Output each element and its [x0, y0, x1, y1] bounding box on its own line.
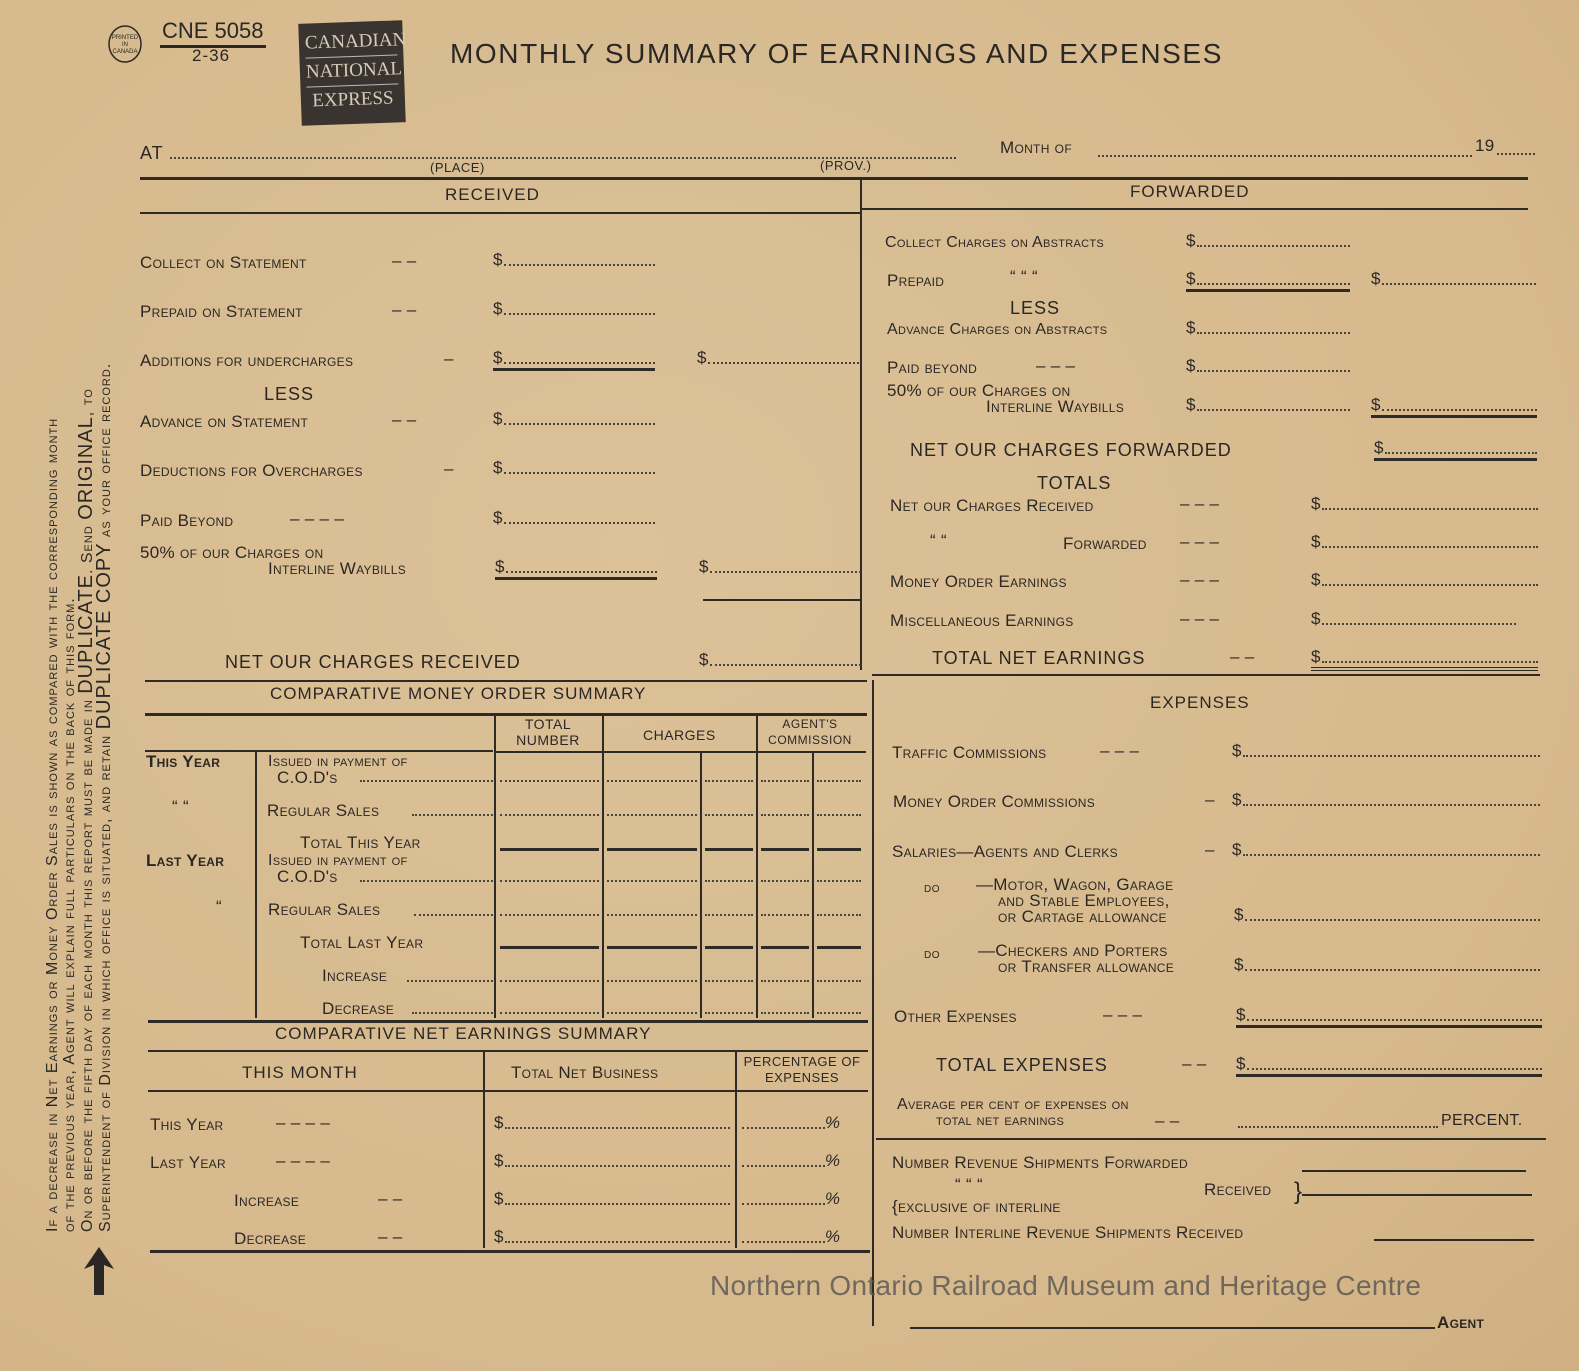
interline-waybills-field[interactable]: $ — [495, 557, 657, 580]
total-net-earnings-sub-label: total net earnings — [936, 1112, 1065, 1129]
net-charges-received-field[interactable]: $ — [699, 650, 861, 670]
traffic-commissions-field[interactable]: $ — [1232, 741, 1540, 761]
money-order-cell[interactable] — [705, 1012, 753, 1014]
leader: – – – — [1180, 609, 1220, 628]
leader: – – — [1230, 647, 1255, 666]
row-cods: C.O.D's — [277, 867, 338, 886]
money-order-cell[interactable] — [500, 980, 599, 982]
form-number: CNE 5058 — [160, 18, 266, 48]
instruction-line-1: If a decrease in Net Earnings or Money Order Sales is shown as compared with the corresponding month — [44, 417, 61, 1232]
less-label: LESS — [264, 384, 315, 404]
advance-charges-abstracts-field[interactable]: $ — [1186, 318, 1350, 338]
forwarded-subtotal-1-field[interactable]: $ — [1371, 269, 1536, 289]
percentage-field[interactable]: % — [740, 1151, 840, 1171]
leader: – — [444, 349, 454, 368]
money-order-cell[interactable] — [500, 880, 599, 882]
leader: – – — [378, 1189, 403, 1208]
instruction-line-4: Superintendent of Division in which office is situated, and retain DUPLICATE COPY as your office record. — [93, 362, 115, 1232]
paid-beyond-fwd-label: Paid beyond — [887, 358, 978, 377]
money-order-summary-heading: COMPARATIVE MONEY ORDER SUMMARY — [270, 684, 647, 703]
leader: – — [444, 459, 454, 478]
additions-undercharges-field[interactable]: $ — [493, 348, 655, 371]
paid-beyond-field[interactable]: $ — [493, 508, 655, 528]
shipments-forwarded-label: Number Revenue Shipments Forwarded — [892, 1153, 1189, 1172]
month-field[interactable] — [1098, 155, 1472, 157]
arrow-up-icon — [82, 1245, 116, 1297]
money-order-cell[interactable] — [705, 814, 753, 816]
total-expenses-label: TOTAL EXPENSES — [936, 1055, 1108, 1075]
money-order-cell[interactable] — [817, 848, 861, 851]
net-business-field[interactable]: $ — [494, 1227, 730, 1247]
interline-shipments-label: Number Interline Revenue Shipments Received — [892, 1223, 1244, 1242]
divider — [148, 1050, 868, 1052]
total-net-earnings-field[interactable]: $ — [1311, 647, 1538, 671]
money-order-cell[interactable] — [607, 946, 697, 949]
leader: – – — [392, 251, 417, 270]
money-order-cell[interactable] — [500, 946, 599, 949]
leader: – – – — [1180, 570, 1220, 589]
divider — [145, 680, 867, 682]
do-label: do — [924, 945, 940, 961]
divider — [812, 752, 814, 1018]
leader: – – – — [1100, 741, 1140, 760]
leader: – – — [392, 410, 417, 429]
divider — [140, 177, 1528, 180]
average-percent-label: Average per cent of expenses on — [897, 1096, 1129, 1113]
row-regular-sales: Regular Sales — [267, 801, 380, 820]
stable-employees-label: and Stable Employees, — [998, 891, 1170, 910]
paid-beyond-fwd-field[interactable]: $ — [1186, 356, 1350, 376]
row-issued-cod: Issued in payment of — [268, 852, 408, 869]
row-leader — [360, 780, 493, 782]
money-order-commissions-label: Money Order Commissions — [893, 792, 1096, 811]
motor-wagon-label: —Motor, Wagon, Garage — [976, 875, 1174, 894]
money-order-cell[interactable] — [705, 780, 753, 782]
page-title: MONTHLY SUMMARY OF EARNINGS AND EXPENSES — [450, 38, 1223, 69]
year-field[interactable] — [1497, 153, 1535, 155]
form-date: 2-36 — [192, 46, 231, 65]
money-order-cell[interactable] — [761, 946, 809, 949]
collect-on-statement-field[interactable]: $ — [493, 250, 655, 270]
divider — [872, 674, 1540, 676]
leader: – – – – — [290, 509, 345, 528]
interline-waybills-fwd-field[interactable]: $ — [1186, 395, 1350, 415]
svg-text:CANADA: CANADA — [112, 49, 138, 55]
row-issued-cod: Issued in payment of — [268, 753, 408, 770]
col-charges: CHARGES — [643, 727, 716, 743]
leader: – – — [392, 300, 417, 319]
leader: – – – – — [276, 1151, 331, 1170]
row-regular-sales: Regular Sales — [268, 900, 381, 919]
deductions-overcharges-label: Deductions for Overcharges — [140, 461, 363, 480]
money-order-cell[interactable] — [761, 780, 809, 782]
prepaid-abstracts-label: Prepaid — [887, 271, 945, 290]
money-order-cell[interactable] — [761, 848, 809, 851]
collect-charges-abstracts-field[interactable]: $ — [1186, 231, 1350, 251]
net-business-field[interactable]: $ — [494, 1151, 730, 1171]
divider — [756, 713, 758, 1018]
net-earnings-row-label: Decrease — [234, 1229, 307, 1248]
last-year-label: Last Year — [146, 851, 225, 870]
advance-charges-abstracts-label: Advance Charges on Abstracts — [887, 321, 1108, 338]
net-earnings-row-label: This Year — [150, 1115, 224, 1134]
net-business-field[interactable]: $ — [494, 1189, 730, 1209]
total-forwarded-field[interactable]: $ — [1311, 532, 1538, 552]
money-order-earnings-field[interactable]: $ — [1311, 570, 1538, 590]
leader: – – – — [1180, 532, 1220, 551]
leader: – – – – — [276, 1113, 331, 1132]
svg-text:PRINTED: PRINTED — [111, 35, 139, 41]
collect-charges-abstracts-label: Collect Charges on Abstracts — [885, 234, 1105, 251]
total-net-received-label: Net our Charges Received — [890, 496, 1094, 515]
divider — [483, 1050, 485, 1248]
interline-charges-fwd-label: 50% of our Charges on — [887, 381, 1071, 400]
money-order-cell[interactable] — [761, 914, 809, 916]
salaries-label: Salaries—Agents and Clerks — [892, 842, 1118, 861]
total-net-earnings-label: TOTAL NET EARNINGS — [932, 648, 1146, 668]
net-charges-forwarded-label: NET OUR CHARGES FORWARDED — [910, 440, 1232, 460]
row-increase: Increase — [322, 966, 388, 985]
less-label: LESS — [1010, 298, 1061, 318]
divider — [872, 680, 874, 1326]
money-order-cell[interactable] — [817, 780, 861, 782]
divider — [148, 1020, 868, 1023]
money-order-cell[interactable] — [705, 880, 753, 882]
net-earnings-row-label: Last Year — [150, 1153, 226, 1172]
row-cods: C.O.D's — [277, 768, 338, 787]
shipments-forwarded-field[interactable] — [1302, 1170, 1526, 1172]
other-expenses-label: Other Expenses — [894, 1007, 1017, 1026]
row-leader — [412, 814, 493, 816]
forwarded-heading: FORWARDED — [1130, 182, 1250, 201]
at-label: AT — [140, 143, 164, 163]
col-this-month: THIS MONTH — [242, 1063, 358, 1082]
instruction-line-3: On or before the fifth day of each month this report must be made in DUPLICATE. Send ORIGINAL, to — [75, 388, 97, 1232]
brace: } — [1294, 1178, 1303, 1205]
divider — [145, 713, 867, 716]
shipments-received-label: Received — [1204, 1180, 1272, 1199]
instructions-vertical — [44, 12, 114, 1232]
divider — [148, 1090, 868, 1092]
other-expenses-field[interactable]: $ — [1236, 1005, 1542, 1028]
year-prefix: 19 — [1475, 136, 1495, 155]
divider — [876, 1138, 1546, 1140]
divider — [150, 1250, 870, 1253]
do-label: do — [924, 879, 940, 895]
interline-waybills-fwd-label: Interline Waybills — [986, 397, 1125, 416]
canadian-national-express-logo: CANADIAN NATIONAL EXPRESS — [298, 20, 405, 126]
prepaid-on-statement-label: Prepaid on Statement — [140, 302, 303, 321]
money-order-cell[interactable] — [817, 1012, 861, 1014]
row-total-this-year: Total This Year — [300, 833, 421, 852]
advance-on-statement-field[interactable]: $ — [493, 409, 655, 429]
money-order-cell[interactable] — [705, 848, 753, 851]
svg-text:IN: IN — [122, 42, 128, 48]
money-order-cell[interactable] — [607, 814, 697, 816]
ditto-marks: “ “ “ — [1010, 267, 1038, 286]
collect-on-statement-label: Collect on Statement — [140, 253, 307, 272]
divider — [494, 713, 496, 1018]
received-heading: RECEIVED — [445, 185, 540, 204]
money-order-cell[interactable] — [607, 914, 697, 916]
col-total-net-business: Total Net Business — [511, 1063, 659, 1082]
cartage-allowance-label: or Cartage allowance — [998, 907, 1167, 926]
money-order-cell[interactable] — [705, 980, 753, 982]
advance-on-statement-label: Advance on Statement — [140, 412, 309, 431]
interline-charges-label: 50% of our Charges on — [140, 543, 324, 562]
divider — [140, 212, 860, 214]
col-percentage-expenses: PERCENTAGE OF EXPENSES — [743, 1054, 861, 1085]
money-order-commissions-field[interactable]: $ — [1232, 790, 1540, 810]
month-of-label: Month of — [1000, 138, 1072, 157]
percentage-field[interactable]: % — [740, 1113, 840, 1133]
checkers-porters-label: —Checkers and Porters — [978, 941, 1168, 960]
expenses-heading: EXPENSES — [1150, 693, 1250, 712]
divider — [860, 180, 862, 670]
interline-waybills-label: Interline Waybills — [268, 559, 407, 578]
agent-label: Agent — [1437, 1313, 1485, 1332]
misc-earnings-label: Miscellaneous Earnings — [890, 611, 1074, 630]
money-order-cell[interactable] — [761, 1012, 809, 1014]
net-earnings-row-label: Increase — [234, 1191, 300, 1210]
divider — [602, 713, 604, 1018]
money-order-cell[interactable] — [761, 880, 809, 882]
net-business-field[interactable]: $ — [494, 1113, 730, 1133]
prepaid-on-statement-field[interactable]: $ — [493, 299, 655, 319]
row-decrease: Decrease — [322, 999, 395, 1018]
money-order-cell[interactable] — [607, 980, 697, 982]
col-agents-commission: AGENT'S COMMISSION — [768, 717, 852, 747]
divider — [700, 752, 702, 1018]
divider — [862, 208, 1528, 210]
money-order-cell[interactable] — [607, 880, 697, 882]
money-order-cell[interactable] — [500, 780, 599, 782]
divider — [703, 599, 861, 601]
percent-label: PERCENT. — [1441, 1112, 1523, 1129]
divider — [255, 752, 257, 1018]
money-order-cell[interactable] — [817, 946, 861, 949]
leader: – – — [1182, 1054, 1207, 1073]
leader: – – – — [1036, 356, 1076, 375]
deductions-overcharges-field[interactable]: $ — [493, 458, 655, 478]
watermark: Northern Ontario Railroad Museum and Heritage Centre — [710, 1270, 1422, 1301]
misc-earnings-field[interactable]: $ — [1311, 609, 1516, 629]
prov-caption: (PROV.) — [820, 158, 872, 173]
money-order-cell[interactable] — [817, 980, 861, 982]
money-order-cell[interactable] — [607, 848, 697, 851]
leader: – – – — [1103, 1005, 1143, 1024]
money-order-cell[interactable] — [705, 914, 753, 916]
money-order-earnings-label: Money Order Earnings — [890, 572, 1067, 591]
leader: – — [1205, 840, 1215, 859]
cartage-allowance-field[interactable]: $ — [1234, 905, 1540, 925]
ditto-marks: “ “ “ — [955, 1175, 983, 1194]
money-order-cell[interactable] — [500, 848, 599, 851]
row-leader — [360, 880, 493, 882]
transfer-allowance-label: or Transfer allowance — [998, 957, 1175, 976]
instruction-line-2: of the previous year, Agent will explain full particulars on the back of this form. — [61, 597, 78, 1232]
prepaid-abstracts-field[interactable]: $ — [1186, 269, 1350, 292]
ditto-marks: “ — [216, 897, 222, 916]
transfer-allowance-field[interactable]: $ — [1234, 955, 1540, 975]
percentage-field[interactable]: % — [740, 1189, 840, 1209]
place-caption: (PLACE) — [430, 160, 485, 175]
forwarded-subtotal-2-field[interactable]: $ — [1371, 395, 1537, 418]
money-order-cell[interactable] — [500, 914, 599, 916]
paid-beyond-label: Paid Beyond — [140, 511, 234, 530]
total-expenses-field[interactable]: $ — [1236, 1054, 1542, 1077]
money-order-cell[interactable] — [607, 780, 697, 782]
money-order-cell[interactable] — [761, 980, 809, 982]
ditto-marks: “ “ — [172, 797, 189, 816]
total-net-received-field[interactable]: $ — [1311, 494, 1538, 514]
net-charges-forwarded-field[interactable]: $ — [1374, 438, 1537, 461]
percentage-field[interactable]: % — [740, 1227, 840, 1247]
col-total-number: TOTAL NUMBER — [516, 716, 580, 748]
leader: – — [1205, 790, 1215, 809]
interline-shipments-field[interactable] — [1374, 1239, 1534, 1241]
money-order-cell[interactable] — [761, 814, 809, 816]
traffic-commissions-label: Traffic Commissions — [892, 743, 1047, 762]
leader: – – – — [1180, 494, 1220, 513]
money-order-cell[interactable] — [607, 1012, 697, 1014]
received-subtotal-1-field[interactable]: $ — [697, 348, 859, 368]
totals-heading: TOTALS — [1037, 473, 1112, 493]
total-forwarded-label: Forwarded — [1063, 534, 1147, 553]
money-order-cell[interactable] — [500, 1012, 599, 1014]
shipments-received-field[interactable] — [1302, 1194, 1532, 1196]
average-percent-field[interactable] — [1238, 1126, 1438, 1128]
divider — [735, 1050, 737, 1248]
money-order-cell[interactable] — [817, 880, 861, 882]
row-leader — [407, 980, 493, 982]
this-year-label: This Year — [146, 752, 221, 771]
printed-in-canada-seal — [106, 24, 144, 64]
money-order-cell[interactable] — [705, 946, 753, 949]
money-order-cell[interactable] — [817, 814, 861, 816]
agent-signature-field[interactable] — [910, 1327, 1435, 1329]
leader: – – — [1155, 1111, 1180, 1130]
received-subtotal-2-field[interactable]: $ — [699, 557, 861, 577]
net-earnings-summary-heading: COMPARATIVE NET EARNINGS SUMMARY — [275, 1024, 652, 1043]
row-leader — [414, 914, 493, 916]
row-total-last-year: Total Last Year — [300, 933, 424, 952]
row-leader — [412, 1012, 493, 1014]
money-order-cell[interactable] — [500, 814, 599, 816]
salaries-field[interactable]: $ — [1232, 840, 1540, 860]
additions-undercharges-label: Additions for undercharges — [140, 351, 354, 370]
exclusive-interline-label: {exclusive of interline — [892, 1197, 1061, 1216]
ditto-marks: “ “ — [930, 531, 947, 550]
money-order-cell[interactable] — [817, 914, 861, 916]
divider — [496, 751, 866, 753]
net-charges-received-label: NET OUR CHARGES RECEIVED — [225, 652, 521, 672]
leader: – – — [378, 1227, 403, 1246]
